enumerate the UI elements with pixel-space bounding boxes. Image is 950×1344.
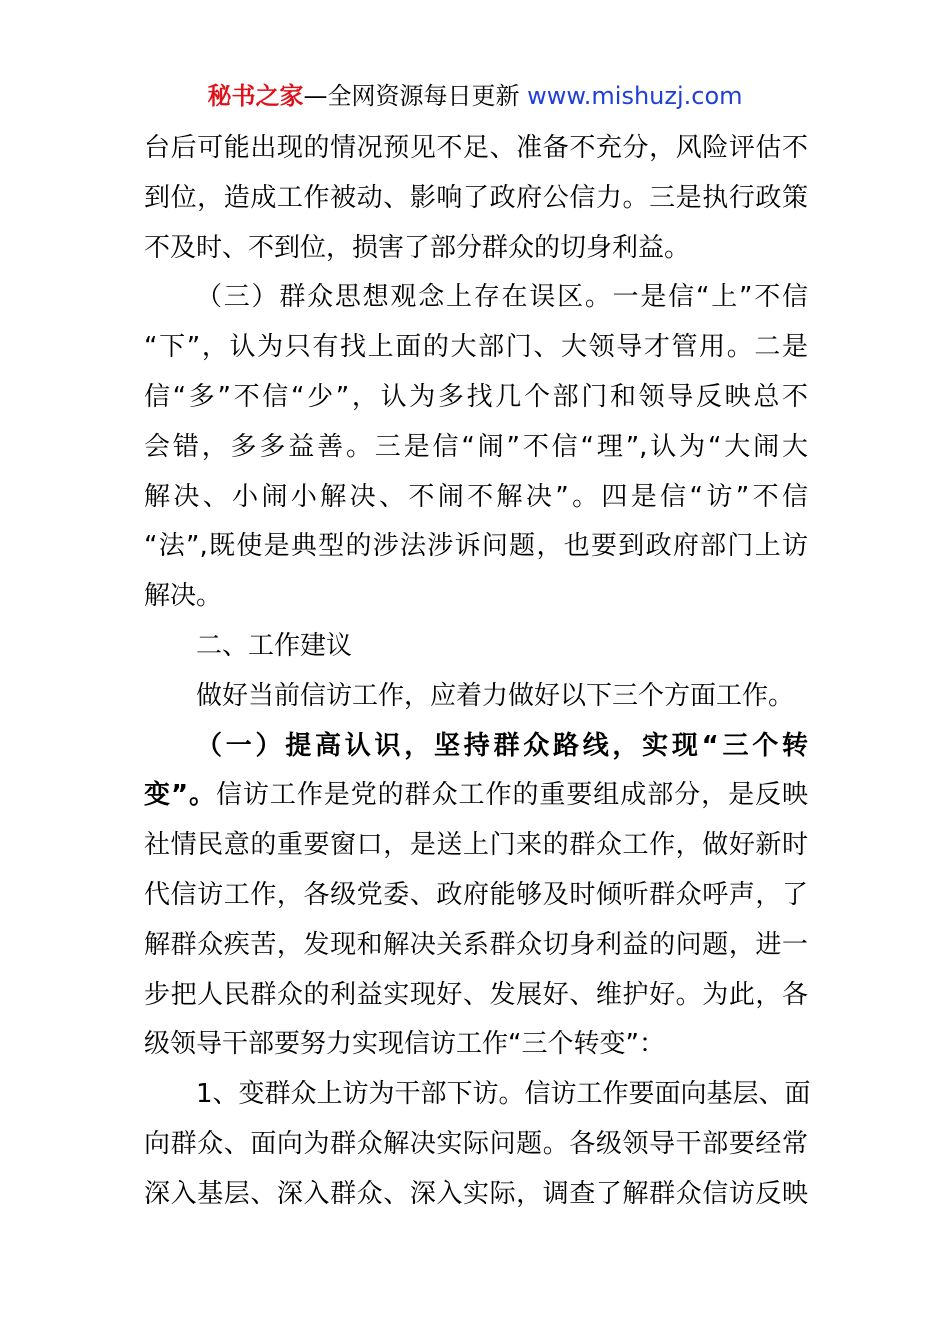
- text-line: 做好当前信访工作，应着力做好以下三个方面工作。: [196, 680, 795, 711]
- text-line: [144, 771, 808, 821]
- text-line: 台后可能出现的情况预见不足、准备不充分，风险评估不: [144, 133, 808, 163]
- text-line: 向群众、面向为群众解决实际问题。各级领导干部要经常: [144, 1128, 808, 1159]
- text-line: 不及时、不到位，损害了部分群众的切身利益。: [144, 232, 691, 263]
- site-url[interactable]: www.mishuzj.com: [527, 82, 743, 110]
- document-body: [144, 124, 811, 1220]
- text-line: 解决、小闹小解决、不闹不解决”。四是信“访”不信: [144, 481, 808, 512]
- text-line: 步把人民群众的利益实现好、发展好、维护好。为此，各: [144, 979, 808, 1010]
- text-line: 级领导干部要努力实现信访工作“三个转变”：: [144, 1029, 665, 1060]
- text-line: 解群众疾苦，发现和解决关系群众切身利益的问题，进一: [144, 929, 808, 960]
- text-line: “法”,既使是典型的涉法涉诉问题，也要到政府部门上访: [144, 531, 808, 562]
- text-line-body: 信访工作是党的群众工作的重要组成部分，是反映: [215, 780, 808, 811]
- text-line: 代信访工作，各级党委、政府能够及时倾听群众呼声，了: [144, 879, 808, 910]
- subsection-heading: （一）提高认识，坚持群众路线，实现“三个转: [196, 730, 808, 761]
- text-line: 深入基层、深入群众、深入实际，调查了解群众信访反映: [144, 1178, 808, 1209]
- site-header: [0, 78, 950, 114]
- text-line: （三）群众思想观念上存在误区。一是信“上”不信: [196, 282, 808, 313]
- text-line: 到位，造成工作被动、影响了政府公信力。三是执行政策: [144, 182, 808, 213]
- text-line: 会错，多多益善。三是信“闹”不信“理”,认为“大闹大: [144, 431, 808, 462]
- site-tagline: —全网资源每日更新: [303, 82, 520, 110]
- text-line: “下”，认为只有找上面的大部门、大领导才管用。二是: [144, 332, 808, 363]
- text-line: 1、变群众上访为干部下访。信访工作要面向基层、面: [196, 1079, 811, 1110]
- subsection-heading-end: 变”。: [144, 780, 216, 811]
- text-line: 信“多”不信“少”，认为多找几个部门和领导反映总不: [144, 381, 808, 412]
- section-heading: 二、工作建议: [196, 630, 353, 661]
- site-brand: 秘书之家: [207, 82, 304, 110]
- text-line: 解决。: [144, 581, 223, 612]
- text-line: 社情民意的重要窗口，是送上门来的群众工作，做好新时: [144, 830, 808, 861]
